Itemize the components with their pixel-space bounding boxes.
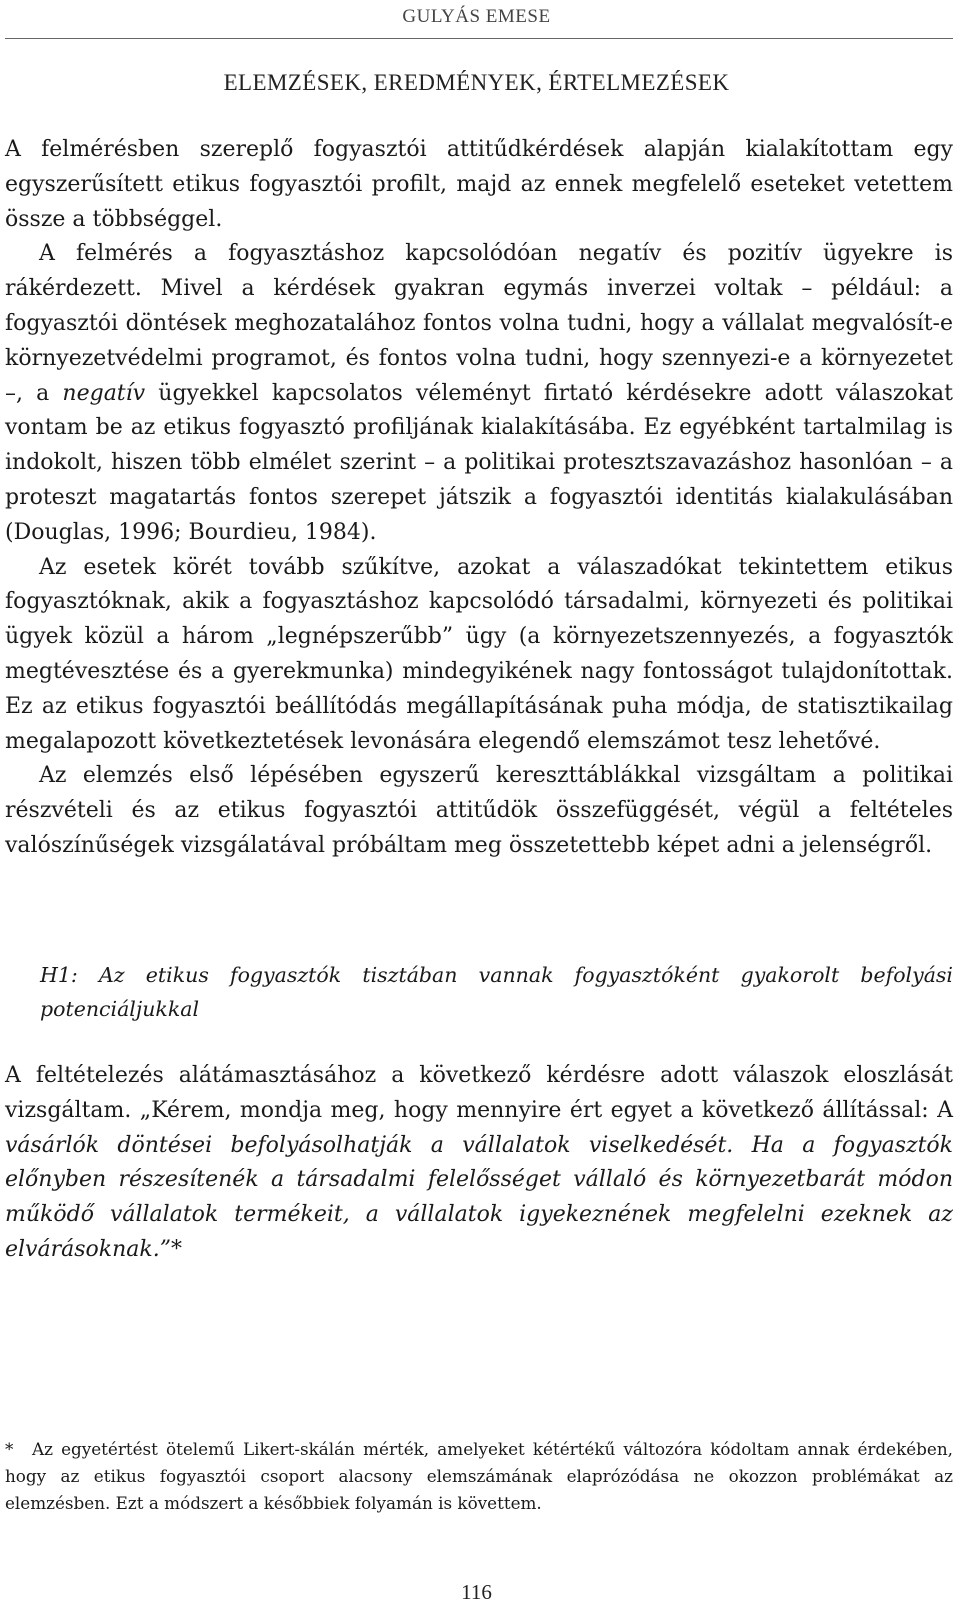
paragraph-2-start: A felmérés a fogyasztáshoz kapcsolódóan negatív és pozitív ügyekre is rákérdezett. Mivel a kérdések gyakran egymás inverzei voltak – például: a fogyasztói döntések meghozatalához fontos volna tudni, hogy a vállalat megvalósít-e környezetvédelmi programot, és fontos volna tudni, hogy szennyezi-e a környezetet –, a [5,241,953,406]
paragraph-5 [5,1059,953,1268]
footnote-marker: * [5,1439,14,1459]
paragraph-4: Az elemzés első lépésében egyszerű kereszttáblákkal vizsgáltam a politikai részvételi és az etikus fogyasztói attitűdök összefüggését, végül a feltételes valószínűségek vizsgálatával próbáltam meg összetettebb képet adni a jelenségről. [5,763,953,858]
page-number: 116 [461,1580,492,1604]
paragraph-1: A felmérésben szereplő fogyasztói attitűdkérdések alapján kialakítottam egy egyszerűsített etikus fogyasztói profilt, majd az ennek megfelelő eseteket vetettem össze a többséggel. [5,137,953,232]
footnote [5,1436,953,1517]
running-header: GULYÁS EMESE [402,6,551,27]
paragraph-5-quote-emphasis: vásárlók döntései befolyásolhatják a vállalatok viselkedését. Ha a fogyasztók előnyben részesítenék a társadalmi felelősséget vállaló és környezetbarát módon működő vállalatok termékeit, a vállalatok igyekeznének megfelelni ezeknek az elvárásoknak.”* [5,1132,953,1262]
paragraph-2 [5,237,953,550]
paragraph-2-emphasis: negatív [62,380,146,406]
hypothesis-h1: H1: Az etikus fogyasztók tisztában vannak fogyasztóként gyakorolt befolyási potenciáljukkal [40,963,953,1021]
body-text-main [5,133,953,864]
body-text-after-hypothesis [5,1059,953,1268]
paragraph-2-end: ügyekkel kapcsolatos véleményt firtató kérdésekre adott válaszokat vontam be az etikus fogyasztó profiljának kialakításába. Ez egyébként tartalmilag is indokolt, hiszen több elmélet szerint – a politikai protesztszavazáshoz hasonlóan – a proteszt magatartás fontos szerepet játszik a fogyasztói identitás kialakulásában (Douglas, 1996; Bourdieu, 1984). [5,380,953,545]
footnote-text: Az egyetértést ötelemű Likert-skálán mérték, amelyeket kétértékű változóra kódoltam annak érdekében, hogy az etikus fogyasztói csoport alacsony elemszámának elaprózódása ne okozzon problémákat az elemzésben. Ezt a módszert a későbbiek folyamán is követtem. [5,1439,953,1513]
paragraph-5-start: A feltételezés alátámasztásához a következő kérdésre adott válaszok eloszlását vizsgáltam. „Kérem, mondja meg, hogy mennyire ért egyet a következő állítással: A [5,1063,953,1123]
section-title: ELEMZÉSEK, EREDMÉNYEK, ÉRTELMEZÉSEK [223,70,730,95]
paragraph-3: Az esetek körét tovább szűkítve, azokat a válaszadókat tekintettem etikus fogyasztóknak, akik a fogyasztáshoz kapcsolódó társadalmi, környezeti és politikai ügyek közül a három „legnépszerűbb” ügy (a környezetszennyezés, a fogyasztók megtévesztése és a gyerekmunka) mindegyikének nagy fontosságot tulajdonítottak. Ez az etikus fogyasztói beállítódás megállapításának puha módja, de statisztikailag megalapozott következtetések levonására elegendő elemszámot tesz lehetővé. [5,554,953,754]
header-divider [5,38,953,39]
